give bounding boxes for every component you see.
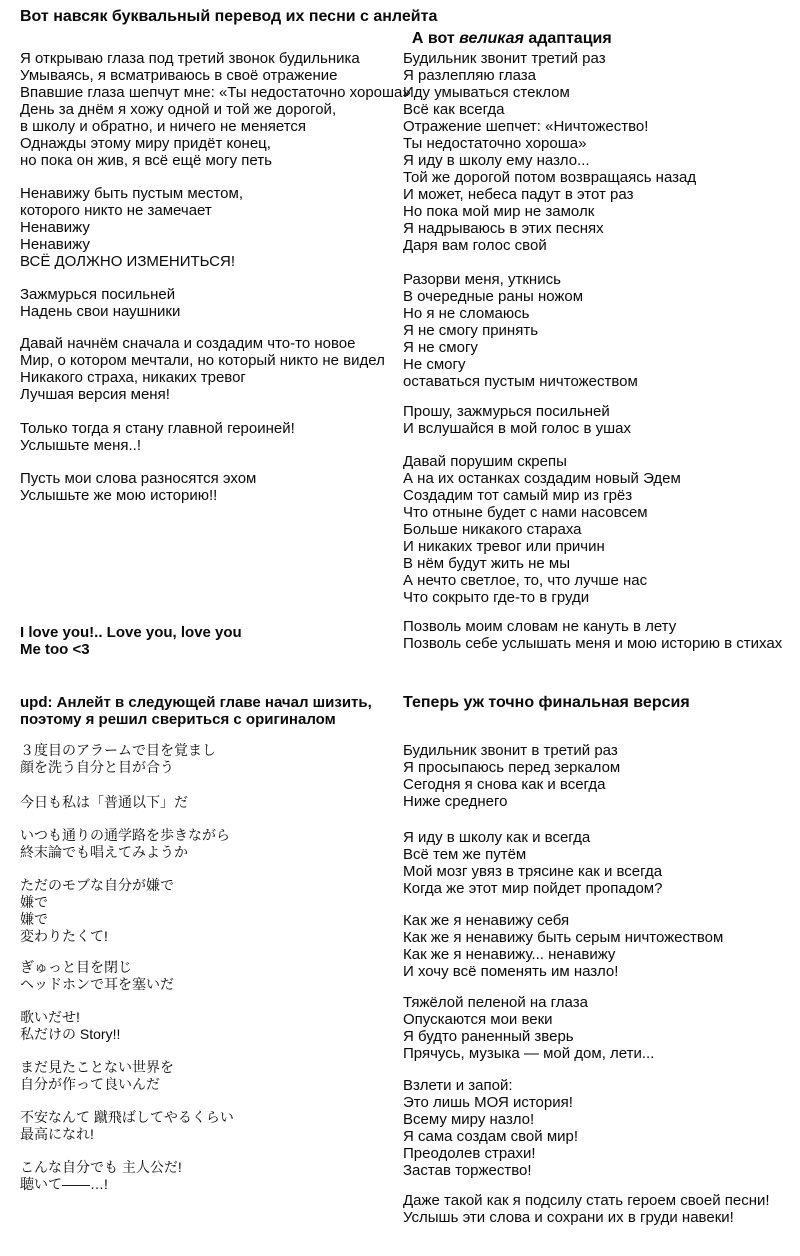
text-line: Я не смогу принять xyxy=(403,322,539,339)
text-line: Разорви меня, уткнись xyxy=(403,271,561,288)
text-line: Создадим тот самый мир из грёз xyxy=(403,487,633,504)
text-line: Будильник звонит в третий раз xyxy=(403,742,618,759)
text-line: И вслушайся в мой голос в ушах xyxy=(403,420,631,437)
text-line: Как же я ненавижу себя xyxy=(403,912,570,929)
text-line: Давай начнём сначала и создадим что-то новое xyxy=(20,335,356,352)
final-version-heading: Теперь уж точно финальная версия xyxy=(403,694,690,711)
text-line: поэтому я решил свериться с оригиналом xyxy=(20,711,336,728)
text-line: Ненавижу быть пустым местом, xyxy=(20,185,244,202)
text-line: 私だけの Story!! xyxy=(20,1026,121,1042)
text-line: Однажды этому миру придёт конец, xyxy=(20,135,271,152)
text-line: Преодолев страхи! xyxy=(403,1145,536,1162)
text-line: В нём будут жить не мы xyxy=(403,555,570,572)
text-line: Всему миру назло! xyxy=(403,1111,535,1128)
text-line: Когда же этот мир пойдет пропадом? xyxy=(403,880,663,897)
text-line: в школу и обратно, и ничего не меняется xyxy=(20,118,307,135)
text-line: Тяжёлой пеленой на глаза xyxy=(403,994,588,1011)
text-line: Услышь эти слова и сохрани их в груди навеки! xyxy=(403,1209,734,1226)
text-line: Даря вам голос свой xyxy=(403,237,547,254)
right-heading-prefix: А вот xyxy=(411,30,460,47)
text-line: Никакого страха, никаких тревог xyxy=(20,369,246,386)
text-line: оставаться пустым ничтожеством xyxy=(403,373,638,390)
text-line: День за днём я хожу одной и той же дорогой, xyxy=(20,101,337,118)
text-line: Иду умываться стеклом xyxy=(403,84,570,101)
text-line: Me too <3 xyxy=(20,641,90,658)
stanza-final-4 xyxy=(403,994,654,1062)
stanza-literal-1 xyxy=(20,50,411,169)
text-line: Позволь себе услышать меня и мою историю в стихах xyxy=(403,635,783,652)
text-line: Лучшая версия меня! xyxy=(20,386,170,403)
text-line: Я разлепляю глаза xyxy=(403,67,537,84)
text-line: I love you!.. Love you, love you xyxy=(20,624,242,641)
text-line: ВСЁ ДОЛЖНО ИЗМЕНИТЬСЯ! xyxy=(20,253,236,270)
text-line: Я иду в школу ему назло... xyxy=(403,152,590,169)
upd-note xyxy=(20,694,372,728)
text-line: 自分が作って良いんだ xyxy=(20,1076,160,1092)
text-line: Пусть мои слова разносятся эхом xyxy=(20,470,257,487)
text-line: Что сокрыто где-то в груди xyxy=(403,589,590,606)
text-line: Опускаются мои веки xyxy=(403,1011,553,1028)
text-line: Больше никакого стараха xyxy=(403,521,582,538)
stanza-final-1 xyxy=(403,742,620,810)
text-line: Я открываю глаза под третий звонок будильника xyxy=(20,50,360,67)
stanza-final-3 xyxy=(403,912,723,980)
text-line: ぎゅっと目を閉じ xyxy=(20,959,132,975)
text-line: но пока он жив, я всё ещё могу петь xyxy=(20,152,272,169)
text-line: Прошу, зажмурься посильней xyxy=(403,403,610,420)
japanese-stanza-8 xyxy=(20,1109,234,1143)
japanese-stanza-4 xyxy=(20,877,174,945)
text-line: Что отныне будет с нами насовсем xyxy=(403,504,648,521)
text-line: いつも通りの通学路を歩きながら xyxy=(20,827,230,843)
text-line: upd: Анлейт в следующей главе начал шизить, xyxy=(20,694,372,711)
text-line: ヘッドホンで耳を塞いだ xyxy=(20,976,174,992)
stanza-literal-4 xyxy=(20,335,385,403)
text-line: Но я не сломаюсь xyxy=(403,305,530,322)
text-line: Сегодня я снова как и всегда xyxy=(403,776,606,793)
text-line: Той же дорогой потом возвращаясь назад xyxy=(403,169,697,186)
text-line: Впавшие глаза шепчут мне: «Ты недостаточно хороша» xyxy=(20,84,411,101)
text-line: 終末論でも唱えてみようか xyxy=(20,844,188,860)
text-line: Услышьте меня..! xyxy=(20,437,142,454)
text-line: こんな自分でも 主人公だ! xyxy=(20,1159,182,1175)
text-line: 変わりたくて! xyxy=(20,928,108,944)
text-line: Но пока мой мир не замолк xyxy=(403,203,595,220)
japanese-stanza-6 xyxy=(20,1009,120,1043)
text-line: И никаких тревог или причин xyxy=(403,538,605,555)
text-line: Я не смогу xyxy=(403,339,478,356)
text-line: Ты недостаточно хороша» xyxy=(403,135,587,152)
right-heading-emphasis: великая xyxy=(459,30,524,47)
text-line: Я надрываюсь в этих песнях xyxy=(403,220,604,237)
text-line: Всё как всегда xyxy=(403,101,505,118)
text-line: Ненавижу xyxy=(20,236,90,253)
japanese-stanza-7 xyxy=(20,1059,174,1093)
text-line: Я сама создам свой мир! xyxy=(403,1128,579,1145)
right-column-heading xyxy=(403,12,612,48)
stanza-adaptation-5 xyxy=(403,618,782,652)
stanza-adaptation-1 xyxy=(403,50,696,254)
left-column-heading: Вот навсяк буквальный перевод их песни с анлейта xyxy=(20,8,438,25)
stanza-literal-3 xyxy=(20,286,180,320)
text-line: Отражение шепчет: «Ничтожество! xyxy=(403,118,649,135)
stanza-adaptation-3 xyxy=(403,403,631,437)
stanza-literal-5 xyxy=(20,420,295,454)
japanese-stanza-9 xyxy=(20,1159,182,1193)
text-line: 聴いて――…! xyxy=(20,1176,108,1192)
text-line: Всё тем же путём xyxy=(403,846,527,863)
right-heading-suffix: адаптация xyxy=(523,30,612,47)
stanza-final-2 xyxy=(403,829,662,897)
stanza-literal-6 xyxy=(20,470,256,504)
text-line: которого никто не замечает xyxy=(20,202,212,219)
japanese-stanza-3 xyxy=(20,827,230,861)
text-line: Мой мозг увяз в трясине как и всегда xyxy=(403,863,663,880)
text-line: ただのモブな自分が嫌で xyxy=(20,877,174,893)
text-line: まだ見たことない世界を xyxy=(20,1059,174,1075)
text-line: 最高になれ! xyxy=(20,1126,94,1142)
stanza-final-6 xyxy=(403,1192,770,1226)
text-line: Я будто раненный зверь xyxy=(403,1028,574,1045)
stanza-final-5 xyxy=(403,1077,578,1179)
text-line: А на их останках создадим новый Эдем xyxy=(403,470,681,487)
text-line: Как же я ненавижу... ненавижу xyxy=(403,946,616,963)
text-line: Будильник звонит третий раз xyxy=(403,50,606,67)
stanza-adaptation-4 xyxy=(403,453,681,606)
stanza-adaptation-2 xyxy=(403,271,638,390)
text-line: 歌いだせ! xyxy=(20,1009,80,1025)
text-line: Позволь моим словам не кануть в лету xyxy=(403,618,677,635)
text-line: Даже такой как я подсилу стать героем своей песни! xyxy=(403,1192,770,1209)
text-line: А нечто светлое, то, что лучше нас xyxy=(403,572,648,589)
text-line: И хочу всё поменять им назло! xyxy=(403,963,619,980)
text-line: 不安なんて 蹴飛ばしてやるくらい xyxy=(20,1109,234,1125)
japanese-stanza-1 xyxy=(20,742,216,776)
english-note xyxy=(20,624,242,658)
text-line: ３度目のアラームで目を覚まし xyxy=(20,742,216,758)
text-line: Взлети и запой: xyxy=(403,1077,513,1094)
japanese-stanza-5 xyxy=(20,959,174,993)
japanese-stanza-2 xyxy=(20,794,188,811)
text-line: Давай порушим скрепы xyxy=(403,453,567,470)
text-line: Как же я ненавижу быть серым ничтожеством xyxy=(403,929,724,946)
text-line: Мир, о котором мечтали, но который никто не видел xyxy=(20,352,385,369)
text-line: Я иду в школу как и всегда xyxy=(403,829,591,846)
text-line: 嫌で xyxy=(20,911,48,927)
text-line: Зажмурься посильней xyxy=(20,286,176,303)
text-line: 顔を洗う自分と目が合う xyxy=(20,759,174,775)
text-line: Услышьте же мою историю!! xyxy=(20,487,218,504)
text-line: И может, небеса падут в этот раз xyxy=(403,186,634,203)
text-line: 嫌で xyxy=(20,894,48,910)
stanza-literal-2 xyxy=(20,185,243,270)
text-line: Надень свои наушники xyxy=(20,303,181,320)
text-line: В очередные раны ножом xyxy=(403,288,584,305)
text-line: Я просыпаюсь перед зеркалом xyxy=(403,759,621,776)
text-line: Только тогда я стану главной героиней! xyxy=(20,420,295,437)
text-line: Это лишь МОЯ история! xyxy=(403,1094,573,1111)
text-line: Прячусь, музыка — мой дом, лети... xyxy=(403,1045,655,1062)
text-line: Ненавижу xyxy=(20,219,90,236)
text-line: 今日も私は「普通以下」だ xyxy=(20,794,188,810)
text-line: Умываясь, я всматриваюсь в своё отражение xyxy=(20,67,338,84)
text-line: Застав торжество! xyxy=(403,1162,532,1179)
text-line: Не смогу xyxy=(403,356,466,373)
text-line: Ниже среднего xyxy=(403,793,508,810)
